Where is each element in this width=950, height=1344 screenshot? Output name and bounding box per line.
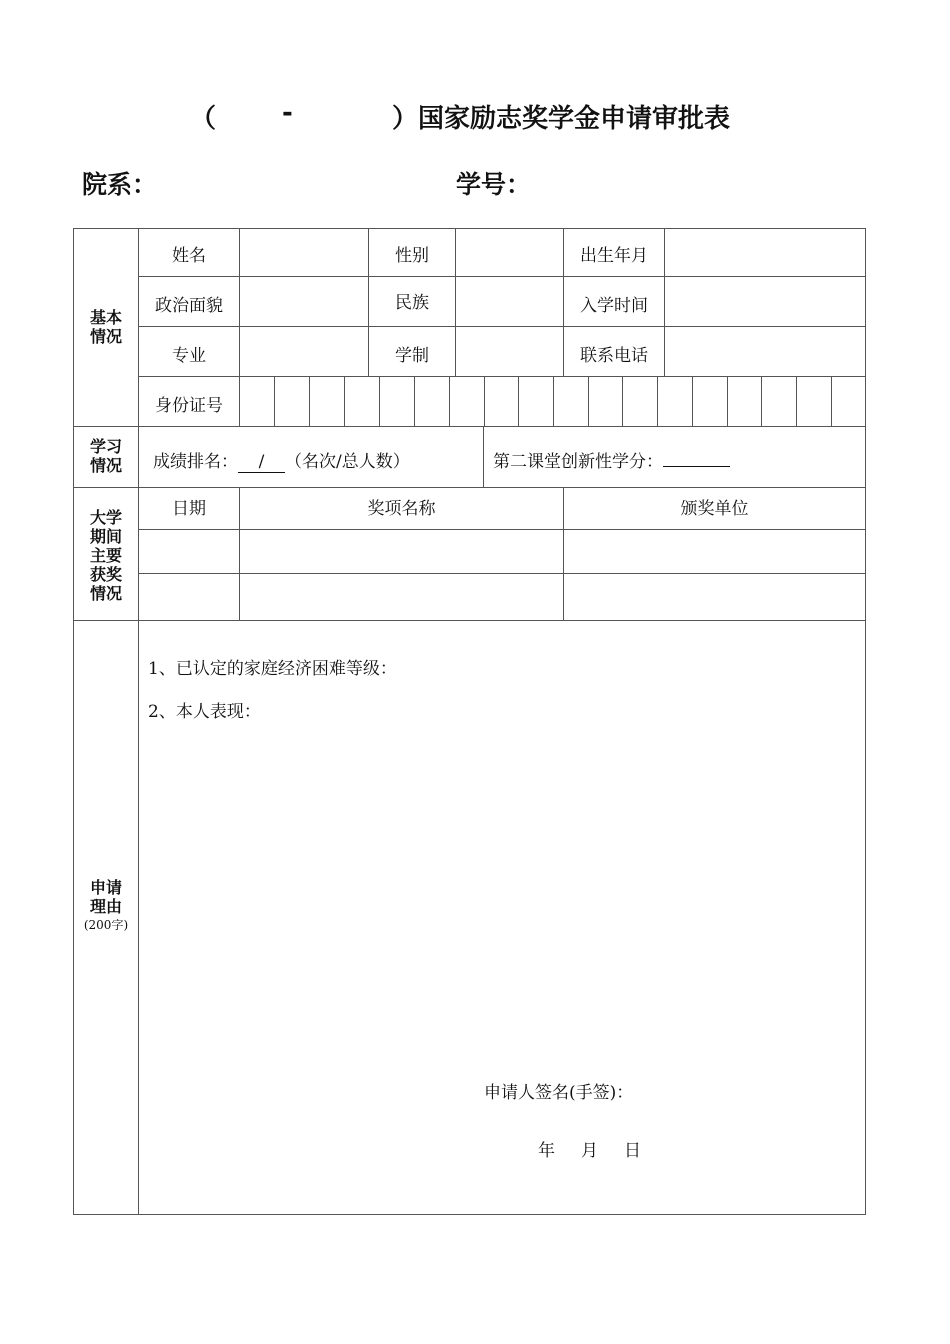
section-study-label [74, 437, 138, 475]
awards-date-header: 日期 [172, 499, 206, 519]
id-box-divider [622, 376, 623, 426]
section-divider [73, 620, 866, 621]
id-box-divider [518, 376, 519, 426]
title-text: ）国家励志奖学金申请审批表 [392, 104, 731, 134]
row-divider [138, 573, 865, 574]
id-box-divider [796, 376, 797, 426]
title-open-paren: （ [190, 104, 217, 134]
section-reason-label [74, 878, 138, 935]
label-id-number: 身份证号 [155, 396, 223, 416]
section-awards-text: 大学期间主要获奖情况 [89, 508, 122, 603]
date-month: 月 [581, 1141, 598, 1161]
signature-label: 申请人签名(手签)： [484, 1083, 634, 1103]
credit-field [493, 447, 730, 472]
rank-note: （名次/总人数） [285, 452, 410, 472]
section-study-text: 学习情况 [89, 437, 122, 475]
section-basic-label [74, 308, 138, 346]
id-box-divider [761, 376, 762, 426]
label-major: 专业 [172, 346, 206, 366]
date-day: 日 [624, 1141, 641, 1161]
id-box-divider [309, 376, 310, 426]
section-awards-label [74, 508, 138, 603]
label-ethnicity: 民族 [395, 293, 429, 313]
date-year: 年 [538, 1141, 555, 1161]
page-title [190, 98, 790, 138]
table-border-bottom [73, 1214, 866, 1215]
section-reason-note: (200字) [83, 918, 129, 932]
credit-label: 第二课堂创新性学分： [493, 452, 663, 472]
department-label: 院系： [82, 170, 158, 199]
title-dash: - [282, 98, 293, 128]
col-divider [483, 426, 484, 487]
awards-name-header: 奖项名称 [367, 499, 436, 519]
table-border-right [865, 228, 866, 1215]
col-divider [239, 228, 240, 426]
id-box-divider [692, 376, 693, 426]
id-box-divider [344, 376, 345, 426]
table-border-top [73, 228, 866, 229]
awards-issuer-header: 颁奖单位 [680, 499, 749, 519]
id-box-divider [588, 376, 589, 426]
label-birth: 出生年月 [580, 246, 648, 266]
label-schooling: 学制 [395, 346, 429, 366]
reason-line-2: 2、本人表现： [148, 702, 261, 722]
table-border-left [73, 228, 74, 1215]
id-box-divider [449, 376, 450, 426]
id-box-divider [657, 376, 658, 426]
section-divider [73, 487, 866, 488]
reason-line-1: 1、已认定的家庭经济困难等级： [148, 659, 397, 679]
row-divider [138, 529, 865, 530]
rank-field [153, 447, 410, 473]
id-box-divider [553, 376, 554, 426]
col-divider [664, 228, 665, 376]
id-box-divider [379, 376, 380, 426]
label-name: 姓名 [172, 246, 206, 266]
row-divider [138, 376, 865, 377]
col-divider [455, 228, 456, 376]
id-box-divider [727, 376, 728, 426]
id-box-divider [274, 376, 275, 426]
id-box-divider [414, 376, 415, 426]
section-divider [73, 426, 866, 427]
row-divider [138, 326, 865, 327]
id-box-divider [831, 376, 832, 426]
id-box-divider [484, 376, 485, 426]
rank-label: 成绩排名： [153, 452, 238, 472]
section-basic-text: 基本情况 [89, 308, 122, 346]
label-political: 政治面貌 [155, 296, 223, 316]
label-gender: 性别 [395, 246, 429, 266]
row-divider [138, 276, 865, 277]
credit-blank [663, 447, 730, 467]
label-phone: 联系电话 [580, 346, 648, 366]
rank-slash: / [238, 452, 285, 473]
student-id-label: 学号： [456, 170, 532, 199]
section-reason-text: 申请理由 [89, 878, 122, 916]
label-enroll: 入学时间 [580, 296, 648, 316]
